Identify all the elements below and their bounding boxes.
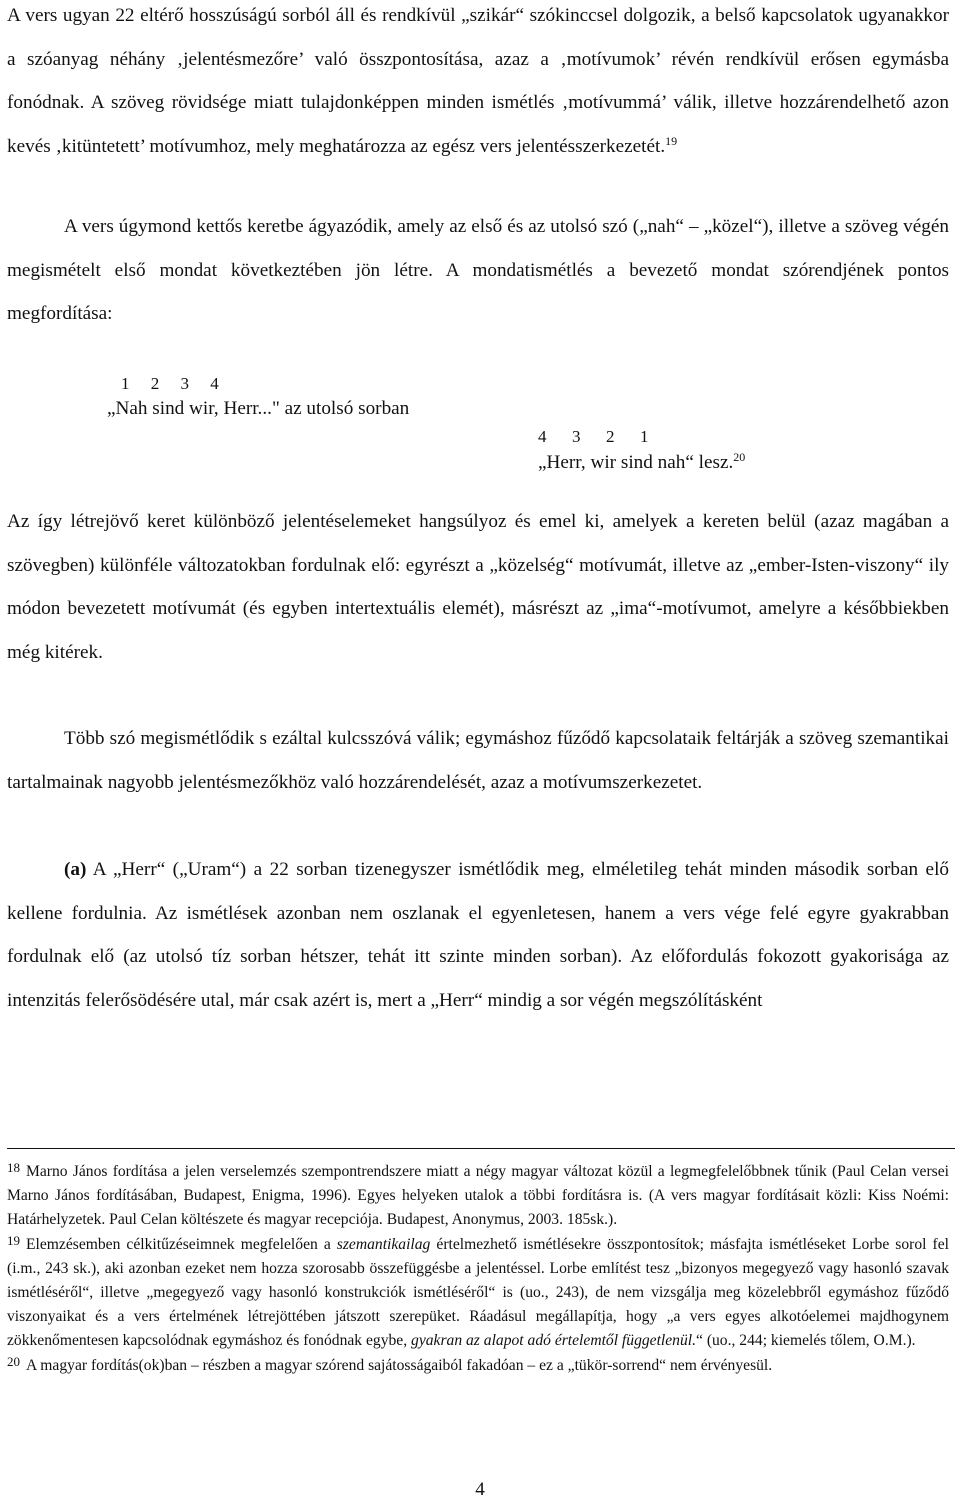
paragraph-2-text: A vers úgymond kettős keretbe ágyazódik, amely az első és az utolsó szó („nah“ – „közel“), illetve a szöveg végén megismételt első mondat következtében jön létre. A mondatismétlés a bevezető mondat szórendjének pontos megfordítása: [7,216,949,324]
footnote-20 [7,1354,949,1378]
footnote-text: Elemzésemben célkitűzéseimnek megfelelően a [26,1235,337,1253]
paragraph-4 [7,717,949,804]
footnote-text: “ (uo., 244; kiemelés tőlem, O.M.). [696,1332,916,1350]
footnote-divider [7,1148,955,1149]
footnote-text: értelmezhető ismétlésekre összpontosítok; másfajta ismétléseket Lorbe sorol fel (i.m., 243 sk.), aki azonban ezeket nem hozza szorosabb összefüggésbe a jelentéssel. Lorbe említést tesz „bizonyos megegyező vagy hasonló szavak ismétléséről“, illetve „megegyező vagy hasonló konstrukciók ismétléséről“ is (uo., 243), de nem vizsgálja meg közelebbről egymáshoz fűződő viszonyaikat és a vers értelmének létrejöttében játszott szerepüket. Ráadásul megállapítja, hogy „a vers egyes alkotóelemei majdhogynem zökkenőmentesen kapcsolódnak egymáshoz és fonódnak egybe, [7,1235,949,1350]
footnote-ref-20[interactable]: 20 [733,450,746,464]
quoted-sentence-first: „Nah sind wir, Herr..." az utolsó sorban [107,398,410,419]
quoted-sentence-second [538,452,745,474]
section-label: (a) [64,859,87,880]
page-number: 4 [475,1479,485,1500]
paragraph-3 [7,500,949,674]
footnotes [7,1160,949,1378]
word-order-numbers-second: 4 3 2 1 [538,427,649,446]
quoted-sentence-second-text: „Herr, wir sind nah“ lesz. [538,452,734,473]
paragraph-1-text: A vers ugyan 22 eltérő hosszúságú sorból áll és rendkívül „szikár“ szókinccsel dolgozik, a belső kapcsolatok ugyanakkor a szóanyag néhány ‚jelentésmezőre’ való összpontosítása, azaz a ‚motívumok’ révén rendkívül erősen egymásba fonódnak. A szöveg rövidsége miatt tulajdonképpen minden ismétlés ‚motívummá’ válik, illetve hozzárendelhető azon kevés ‚kitüntetett’ motívumhoz, mely meghatározza az egész vers jelentésszerkezetét. [7,5,949,157]
paragraph-4-text: Több szó megismétlődik s ezáltal kulcsszóvá válik; egymáshoz fűződő kapcsolataik feltárják a szöveg szemantikai tartalmainak nagyobb jelentésmezőkhöz való hozzárendelését, azaz a motívumszerkezetet. [7,728,949,793]
word-order-numbers-first: 1 2 3 4 [121,374,219,393]
footnote-ref-19[interactable]: 19 [665,133,678,148]
paragraph-2 [7,205,949,336]
footnote-text: Marno János fordítása a jelen verselemzés szempontrendszere miatt a négy magyar változat közül a legmegfelelőbbnek tűnik (Paul Celan versei Marno János fordításában, Budapest, Enigma, 1996). Egyes helyeken utalok a többi fordításra is. (A vers magyar fordításait közli: Kiss Noémi: Határhelyzetek. Paul Celan költészete és magyar recepciója. Budapest, Anonymus, 2003. 185sk.). [7,1163,949,1229]
paragraph-3-text: Az így létrejövő keret különböző jelentéselemeket hangsúlyoz és emel ki, amelyek a kereten belül (azaz magában a szövegben) különféle változatokban fordulnak elő: egyrészt a „közelség“ motívumát, illetve az „ember-Isten-viszony“ ily módon bevezetett motívumát (és egyben intertextuális elemét), másrészt az „ima“-motívumot, amelyre a későbbiekben még kitérek. [7,511,949,663]
paragraph-5 [7,848,949,1022]
footnote-number: 20 [7,1353,20,1369]
paragraph-5-text: A „Herr“ („Uram“) a 22 sorban tizenegyszer ismétlődik meg, elméletileg tehát minden második sorban elő kellene fordulnia. Az ismétlések azonban nem oszlanak el egyenletesen, hanem a vers vége felé egyre gyakrabban fordulnak elő (az utolsó tíz sorban hétszer, tehát itt szinte minden sorban). Az előfordulás fokozott gyakorisága az intenzitás felerősödésére utal, már csak azért is, mert a „Herr“ mindig a sor végén megszólításként [7,859,949,1011]
footnote-19 [7,1233,949,1354]
footnote-number: 18 [7,1160,20,1175]
footnote-emphasis: gyakran az alapot adó értelemtől függetlenül. [411,1332,696,1350]
footnote-number: 19 [7,1232,20,1248]
footnote-emphasis: szemantikailag [336,1235,431,1253]
footnote-text: A magyar fordítás(ok)ban – részben a magyar szórend sajátosságaiból fakadóan – ez a „tükör-sorrend“ nem érvényesül. [26,1356,773,1374]
paragraph-1 [7,0,949,168]
footnote-18 [7,1160,949,1233]
